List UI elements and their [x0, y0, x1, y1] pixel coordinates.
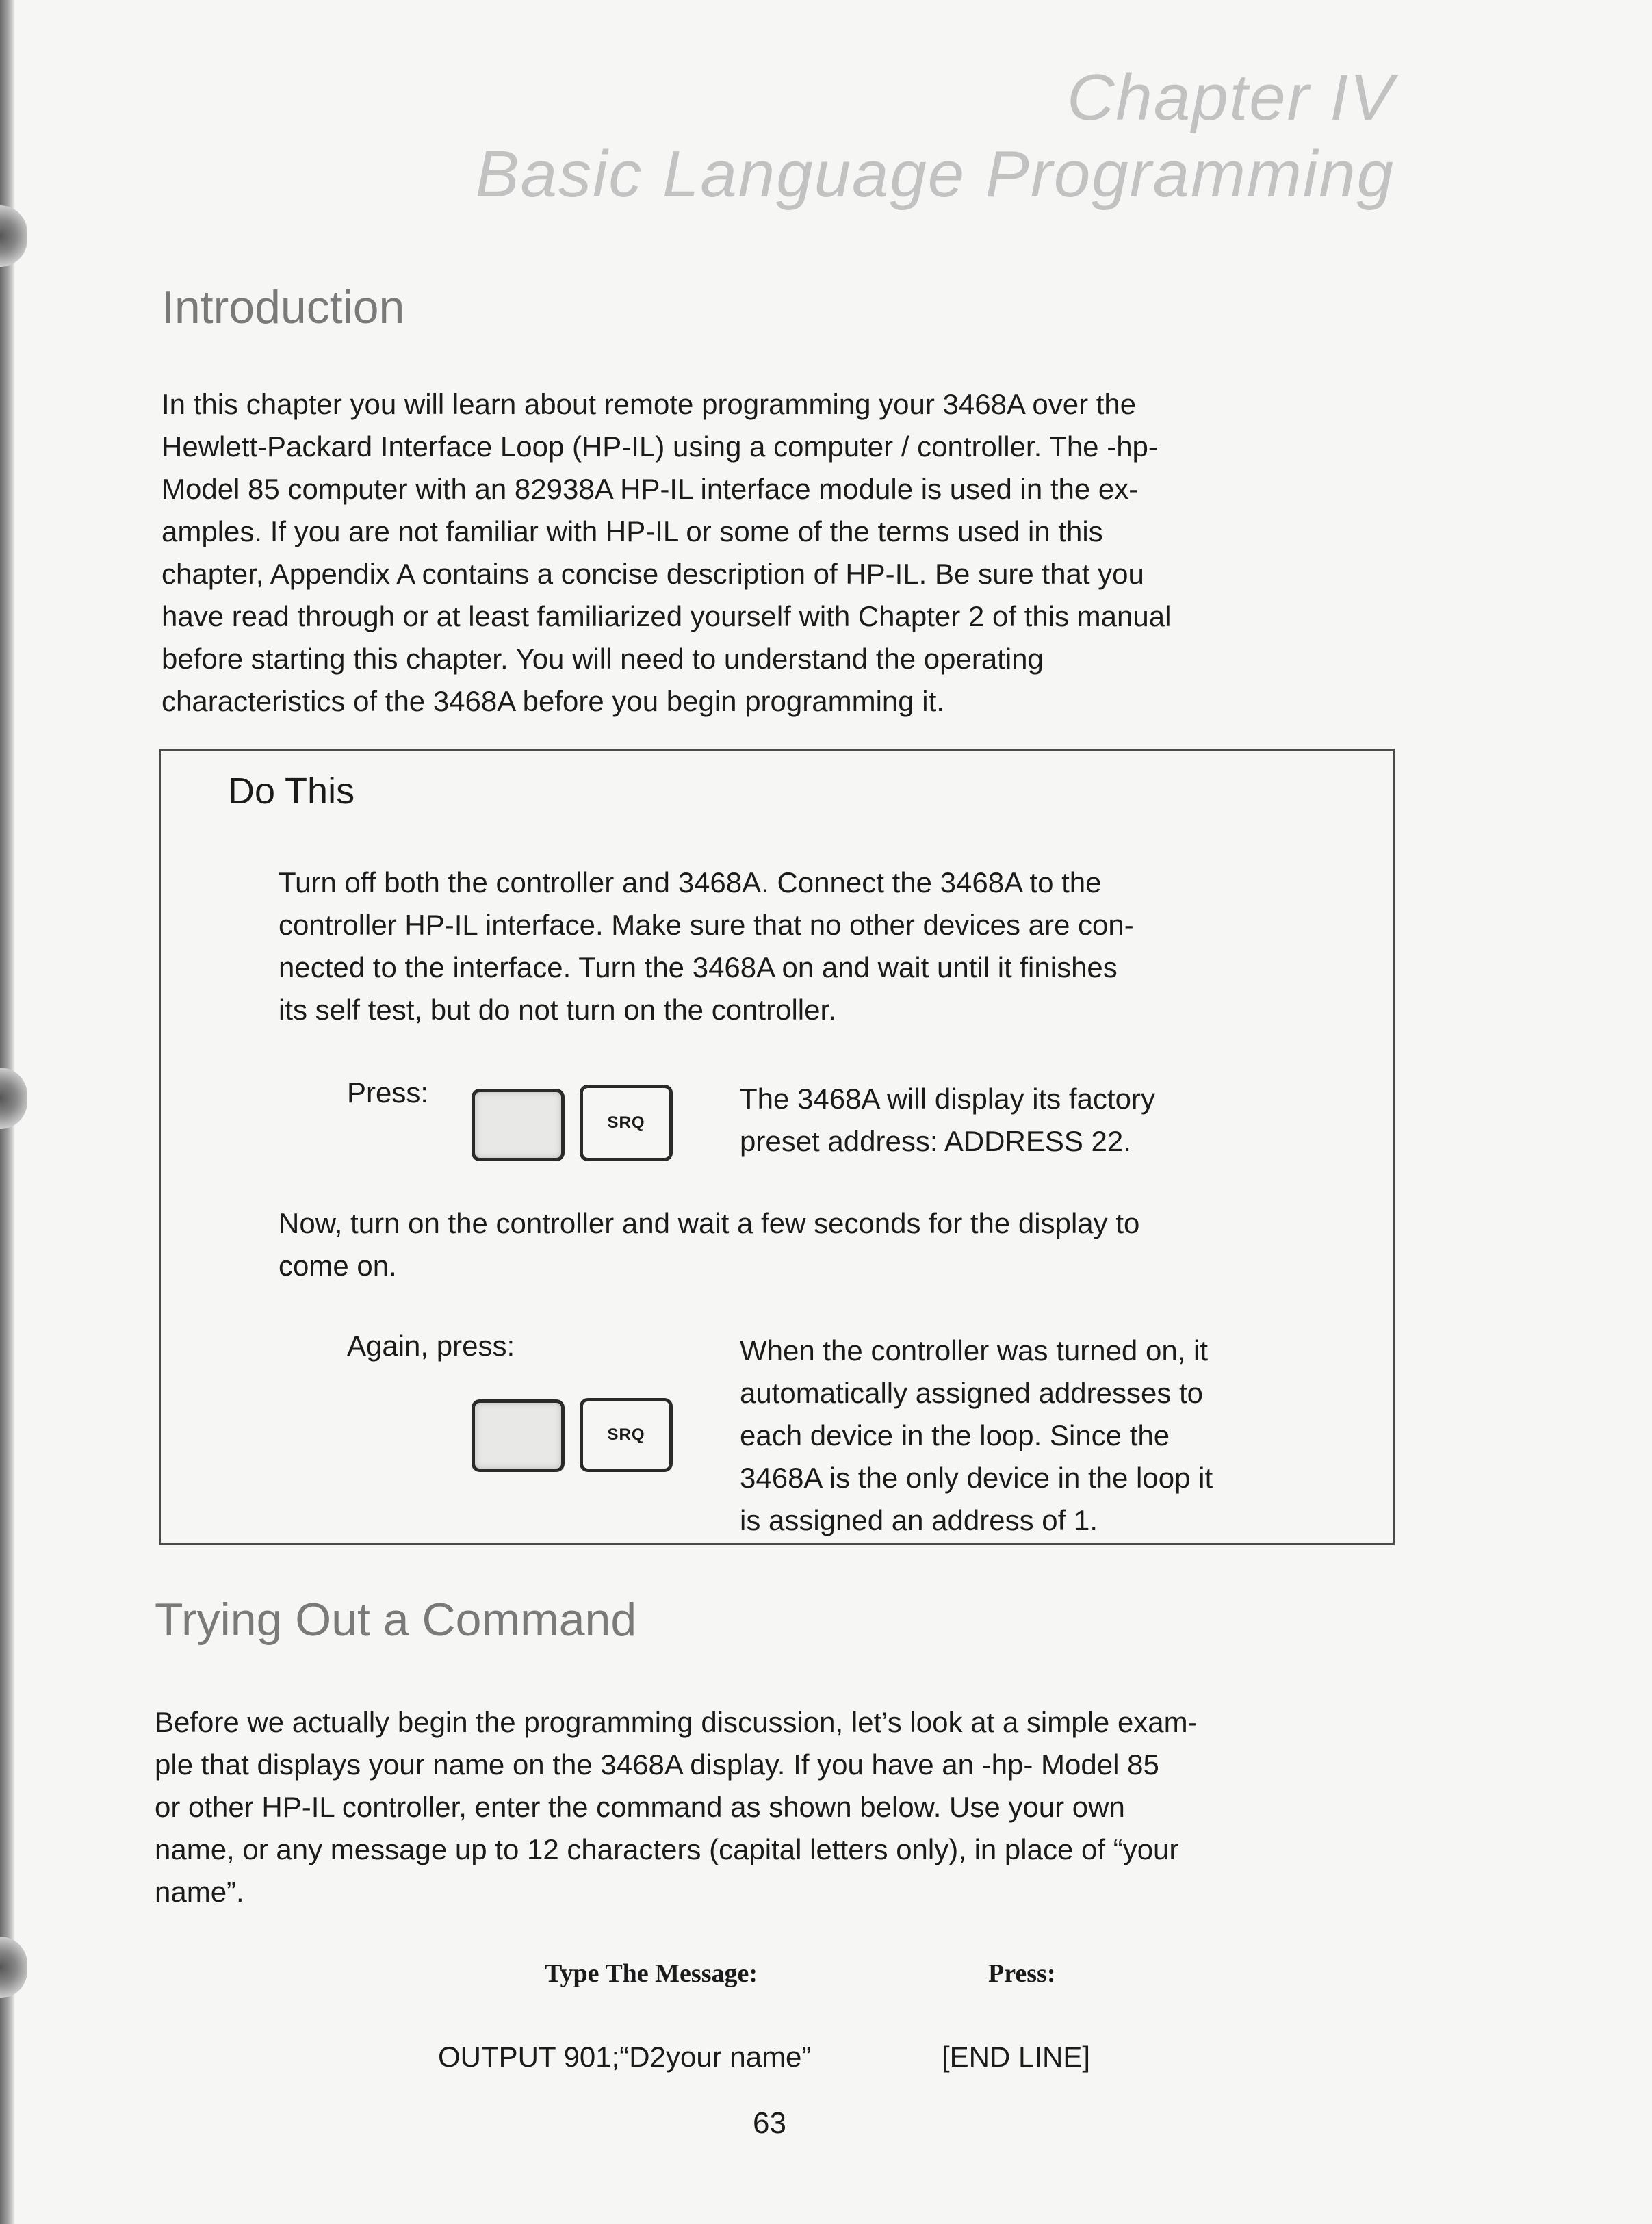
text-line: Hewlett-Packard Interface Loop (HP-IL) using a computer / controller. The -hp-	[162, 430, 1158, 463]
text-line: When the controller was turned on, it	[740, 1334, 1209, 1367]
press-column-header: Press:	[988, 1959, 1056, 1988]
message-column-header: Type The Message:	[545, 1959, 758, 1988]
text-line: its self test, but do not turn on the controller.	[279, 994, 836, 1026]
introduction-paragraph	[162, 383, 1393, 723]
trying-command-paragraph	[155, 1701, 1386, 1913]
text-line: In this chapter you will learn about remote programming your 3468A over the	[162, 388, 1137, 420]
text-line: nected to the interface. Turn the 3468A on and wait until it finishes	[279, 951, 1118, 983]
command-text: OUTPUT 901;“D2your name”	[438, 2041, 812, 2073]
text-line: name, or any message up to 12 characters (capital letters only), in place of “your	[155, 1833, 1179, 1865]
step2-result	[740, 1330, 1326, 1542]
chapter-title: Basic Language Programming	[475, 138, 1395, 211]
text-line: characteristics of the 3468A before you begin programming it.	[162, 685, 944, 717]
binding-ring	[0, 205, 27, 267]
text-line: The 3468A will display its factory	[740, 1083, 1155, 1115]
do-this-box	[159, 749, 1395, 1545]
text-line: amples. If you are not familiar with HP-IL or some of the terms used in this	[162, 515, 1103, 547]
text-line: come on.	[279, 1250, 397, 1282]
text-line: chapter, Appendix A contains a concise description of HP-IL. Be sure that you	[162, 558, 1144, 590]
text-line: Turn off both the controller and 3468A. Connect the 3468A to the	[279, 866, 1102, 898]
do-this-title: Do This	[228, 771, 355, 812]
end-line-key: [END LINE]	[942, 2041, 1091, 2073]
text-line: is assigned an address of 1.	[740, 1504, 1098, 1536]
text-line: have read through or at least familiarized yourself with Chapter 2 of this manual	[162, 600, 1172, 632]
binding-ring	[0, 1068, 27, 1129]
srq-key-button: SRQ	[580, 1398, 673, 1472]
text-line: preset address: ADDRESS 22.	[740, 1125, 1131, 1157]
text-line: 3468A is the only device in the loop it	[740, 1462, 1213, 1494]
text-line: each device in the loop. Since the	[740, 1419, 1170, 1451]
text-line: ple that displays your name on the 3468A display. If you have an -hp- Model 85	[155, 1748, 1159, 1781]
srq-key-button: SRQ	[580, 1085, 673, 1161]
text-line: controller HP-IL interface. Make sure that no other devices are con-	[279, 909, 1134, 941]
blank-key-button	[472, 1399, 565, 1472]
introduction-heading: Introduction	[162, 281, 405, 333]
trying-command-heading: Trying Out a Command	[155, 1594, 637, 1646]
text-line: or other HP-IL controller, enter the command as shown below. Use your own	[155, 1791, 1125, 1823]
chapter-number: Chapter IV	[1067, 61, 1395, 134]
again-press-label: Again, press:	[347, 1330, 515, 1362]
text-line: automatically assigned addresses to	[740, 1377, 1204, 1409]
step1-result	[740, 1078, 1326, 1163]
do-this-instructions	[279, 862, 1324, 1031]
page-number: 63	[753, 2106, 786, 2140]
binding-ring	[0, 1937, 27, 1998]
text-line: Before we actually begin the programming discussion, let’s look at a simple exam-	[155, 1706, 1198, 1738]
text-line: Now, turn on the controller and wait a few seconds for the display to	[279, 1207, 1140, 1239]
press-label: Press:	[347, 1076, 429, 1109]
text-line: before starting this chapter. You will need to understand the operating	[162, 643, 1044, 675]
text-line: name”.	[155, 1876, 244, 1908]
do-this-middle	[279, 1202, 1324, 1287]
blank-key-button	[472, 1089, 565, 1161]
text-line: Model 85 computer with an 82938A HP-IL interface module is used in the ex-	[162, 473, 1139, 505]
